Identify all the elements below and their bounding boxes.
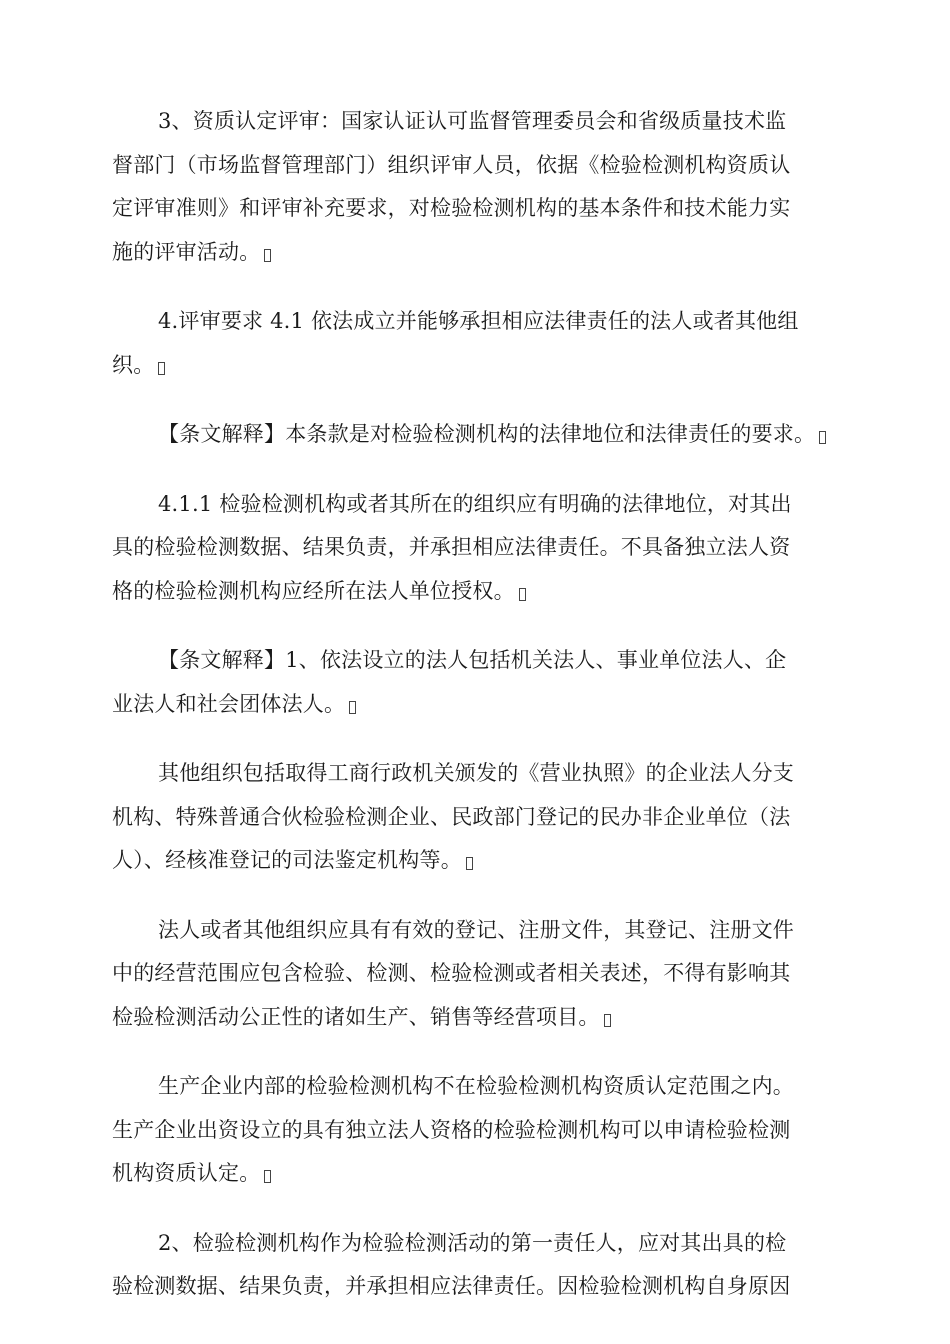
paragraph-other-organizations: [112, 752, 836, 883]
text-line: 验检测数据、结果负责，并承担相应法律责任。因检验检测机构自身原因: [112, 1274, 791, 1298]
paragraph-end-mark-icon: [519, 588, 526, 601]
text-line-last: [112, 683, 836, 727]
text-line: 3、资质认定评审：国家认证认可监督管理委员会和省级质量技术监: [158, 109, 787, 133]
text-line: 具的检验检测数据、结果负责，并承担相应法律责任。不具备独立法人资: [112, 535, 791, 559]
text-line-last: [112, 1152, 836, 1196]
text-line-content: 格的检验检测机构应经所在法人单位授权。: [112, 578, 515, 603]
text-line: 定评审准则》和评审补充要求，对检验检测机构的基本条件和技术能力实: [112, 196, 791, 220]
text-line: 【条文解释】1、依法设立的法人包括机关法人、事业单位法人、企: [158, 648, 787, 672]
paragraph-end-mark-icon: [264, 249, 271, 262]
text-line: 机构、特殊普通合伙检验检测企业、民政部门登记的民办非企业单位（法: [112, 804, 791, 829]
text-line: 其他组织包括取得工商行政机关颁发的《营业执照》的企业法人分支: [158, 761, 794, 785]
text-line-content: 机构资质认定。: [112, 1161, 261, 1185]
text-line-last: [112, 839, 836, 883]
text-line: 督部门（市场监督管理部门）组织评审人员，依据《检验检测机构资质认: [112, 152, 791, 177]
text-line: 4.1.1 检验检测机构或者其所在的组织应有明确的法律地位，对其出: [158, 491, 792, 516]
paragraph-internal-labs: [112, 1065, 836, 1196]
paragraph-end-mark-icon: [349, 701, 356, 714]
text-line-content: 人）、经核准登记的司法鉴定机构等。: [112, 848, 462, 872]
text-line-last: [112, 570, 836, 614]
paragraph-clause-explanation-1: [112, 413, 836, 457]
paragraph-registration-documents: [112, 909, 836, 1040]
text-line: 法人或者其他组织应具有有效的登记、注册文件，其登记、注册文件: [158, 917, 794, 942]
document-page: [112, 100, 836, 1335]
text-line-content: 【条文解释】本条款是对检验检测机构的法律地位和法律责任的要求。: [158, 422, 816, 446]
text-line: 2、检验检测机构作为检验检测活动的第一责任人，应对其出具的检: [158, 1230, 787, 1255]
text-line-last: [112, 996, 836, 1040]
paragraph-end-mark-icon: [604, 1014, 611, 1027]
text-line-last: [112, 344, 836, 388]
text-line: 生产企业出资设立的具有独立法人资格的检验检测机构可以申请检验检测: [112, 1117, 791, 1142]
paragraph-definition-review: [112, 100, 836, 274]
paragraph-end-mark-icon: [466, 857, 473, 870]
paragraph-end-mark-icon: [158, 362, 165, 375]
text-line-last: [112, 231, 836, 275]
text-line-content: 检验检测活动公正性的诸如生产、销售等经营项目。: [112, 1004, 600, 1029]
paragraph-end-mark-icon: [264, 1170, 271, 1183]
text-line: 中的经营范围应包含检验、检测、检验检测或者相关表述，不得有影响其: [112, 961, 791, 985]
text-line: 生产企业内部的检验检测机构不在检验检测机构资质认定范围之内。: [158, 1074, 794, 1098]
paragraph-first-responsible: [112, 1222, 836, 1309]
paragraph-4-1-1: [112, 483, 836, 614]
text-line-content: 织。: [112, 352, 155, 377]
text-line-content: 业法人和社会团体法人。: [112, 691, 346, 716]
text-line-content: 施的评审活动。: [112, 239, 261, 264]
text-line-last: [112, 413, 836, 457]
paragraph-end-mark-icon: [819, 431, 826, 444]
text-line: 4.评审要求 4.1 依法成立并能够承担相应法律责任的法人或者其他组: [158, 309, 799, 333]
paragraph-clause-explanation-2: [112, 639, 836, 726]
paragraph-review-requirements: [112, 300, 836, 387]
